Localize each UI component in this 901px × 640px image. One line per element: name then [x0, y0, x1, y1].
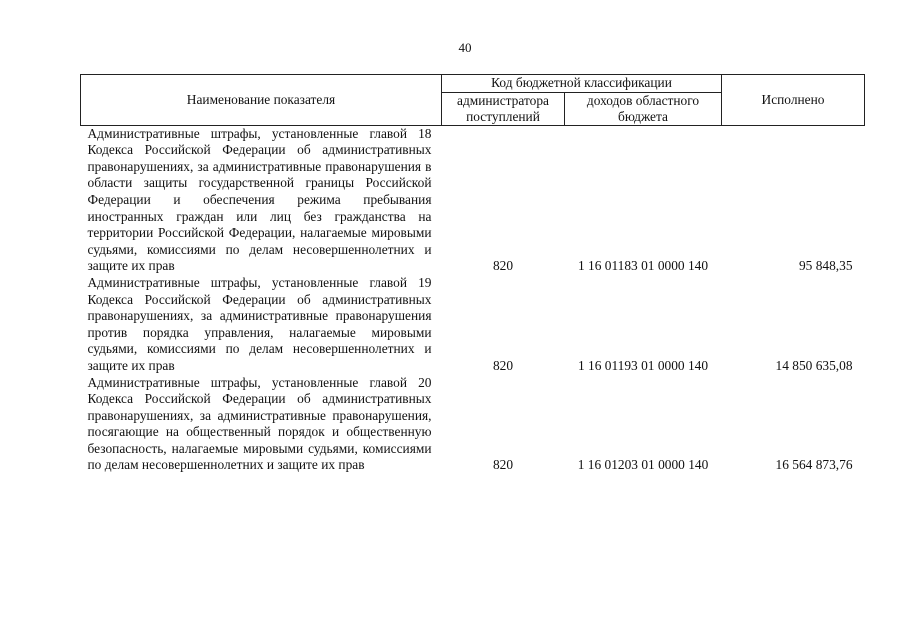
row-name: Административные штрафы, установленные главой 19 Кодекса Российской Федерации об административных правонарушениях, за административные правонарушения против порядка управления, налагаемые мировыми судьями, комиссиями по делам несовершеннолетних и защите их прав: [87, 274, 432, 373]
row-name: Административные штрафы, установленные главой 20 Кодекса Российской Федерации об административных правонарушениях, за административные правонарушения, посягающие на общественный порядок и общественную безопасность, налагаемые мировыми судьями, комиссиями по делам несовершеннолетних и защите их прав: [87, 374, 432, 473]
table-row: [81, 125, 865, 275]
row-name: Административные штрафы, установленные главой 18 Кодекса Российской Федерации об административных правонарушениях, за административные правонарушения в области защиты государственной границы Российской Федерации и обеспечения режима пребывания иностранных граждан или лиц без гражданства на территории Российской Федерации, налагаемые мировыми судьями, комиссиями по делам несовершеннолетних и защите их прав: [87, 125, 432, 274]
row-executed-value: 95 848,35: [798, 258, 853, 274]
table-row: [81, 375, 865, 475]
header-income: доходов областного бюджета: [565, 92, 722, 125]
header-admin: администратора поступлений: [442, 92, 565, 125]
page-number: 40: [458, 40, 472, 55]
budget-table: [80, 74, 865, 474]
row-admin-code: 820: [492, 357, 514, 373]
row-income-code: 1 16 01183 01 0000 140: [577, 258, 709, 274]
table-header: [81, 75, 865, 126]
table-row: [81, 275, 865, 375]
row-admin-code: 820: [492, 457, 514, 473]
header-executed: Исполнено: [722, 75, 865, 126]
row-income-code: 1 16 01203 01 0000 140: [577, 457, 709, 473]
header-name: Наименование показателя: [81, 75, 442, 126]
row-executed-value: 14 850 635,08: [775, 357, 853, 373]
header-classification-group: Код бюджетной классификации: [442, 75, 722, 93]
row-executed-value: 16 564 873,76: [775, 457, 853, 473]
row-income-code: 1 16 01193 01 0000 140: [577, 357, 709, 373]
table-body: [81, 125, 865, 474]
row-admin-code: 820: [492, 258, 514, 274]
